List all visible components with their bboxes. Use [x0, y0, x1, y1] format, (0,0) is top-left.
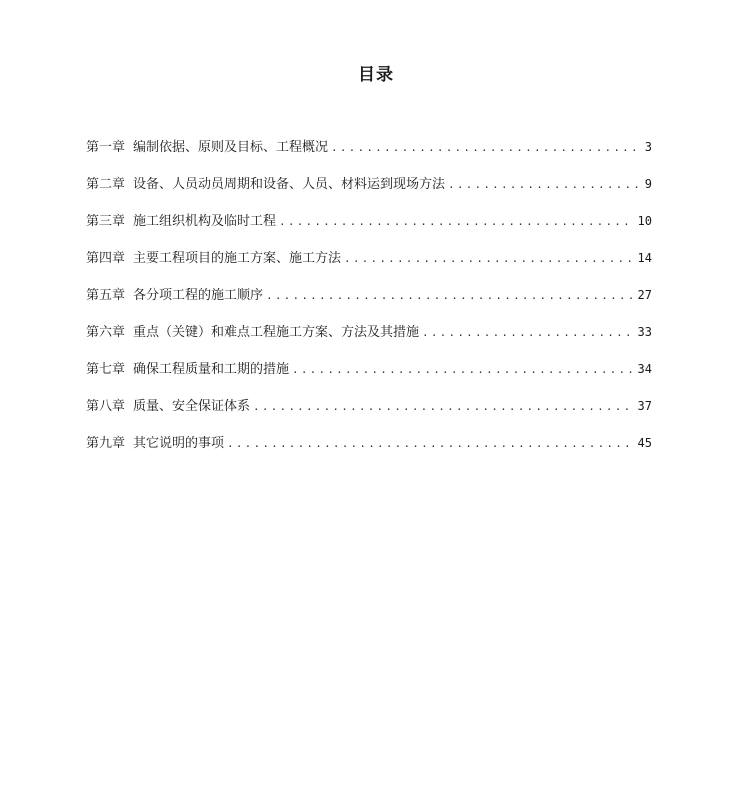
toc-page-number: 9: [644, 177, 652, 191]
toc-page-number: 10: [637, 214, 652, 228]
toc-dot-leader: [266, 285, 634, 307]
toc-dot-leader: [422, 322, 634, 344]
toc-chapter-title: 主要工程项目的施工方案、施工方法: [133, 251, 342, 266]
toc-chapter-number: 第五章: [86, 288, 126, 303]
toc-chapter-number: 第八章: [86, 399, 126, 414]
toc-dot-leader: [279, 211, 634, 233]
toc-entry[interactable]: [86, 247, 652, 284]
toc-chapter-number: 第四章: [86, 251, 126, 266]
toc-entry[interactable]: [86, 284, 652, 321]
toc-chapter-title: 设备、人员动员周期和设备、人员、材料运到现场方法: [133, 177, 446, 192]
toc-chapter-title: 质量、安全保证体系: [133, 399, 251, 414]
toc-chapter-number: 第九章: [86, 436, 126, 451]
toc-chapter-number: 第一章: [86, 140, 126, 155]
toc-chapter-title: 各分项工程的施工顺序: [133, 288, 264, 303]
toc-page-number: 14: [637, 251, 652, 265]
toc-dot-leader: [253, 396, 634, 418]
toc-dot-leader: [227, 433, 634, 455]
toc-page-number: 27: [637, 288, 652, 302]
toc-dot-leader: [292, 359, 634, 381]
toc-chapter-title: 编制依据、原则及目标、工程概况: [133, 140, 329, 155]
toc-entry[interactable]: [86, 358, 652, 395]
toc-chapter-title: 确保工程质量和工期的措施: [133, 362, 290, 377]
toc-entry[interactable]: [86, 210, 652, 247]
toc-list: [86, 136, 652, 469]
toc-page-number: 45: [637, 436, 652, 450]
toc-entry[interactable]: [86, 173, 652, 210]
toc-chapter-number: 第七章: [86, 362, 126, 377]
toc-entry[interactable]: [86, 136, 652, 173]
toc-dot-leader: [331, 137, 641, 159]
toc-dot-leader: [448, 174, 641, 196]
toc-page-number: 3: [644, 140, 652, 154]
toc-chapter-title: 其它说明的事项: [133, 436, 225, 451]
toc-dot-leader: [344, 248, 634, 270]
toc-chapter-title: 重点（关键）和难点工程施工方案、方法及其措施: [133, 325, 420, 340]
toc-chapter-number: 第二章: [86, 177, 126, 192]
toc-entry[interactable]: [86, 321, 652, 358]
toc-entry[interactable]: [86, 395, 652, 432]
toc-chapter-number: 第六章: [86, 325, 126, 340]
toc-chapter-number: 第三章: [86, 214, 126, 229]
toc-page-number: 33: [637, 325, 652, 339]
toc-chapter-title: 施工组织机构及临时工程: [133, 214, 277, 229]
toc-title: 目录: [358, 65, 394, 85]
toc-entry[interactable]: [86, 432, 652, 469]
toc-page-number: 37: [637, 399, 652, 413]
toc-page-number: 34: [637, 362, 652, 376]
